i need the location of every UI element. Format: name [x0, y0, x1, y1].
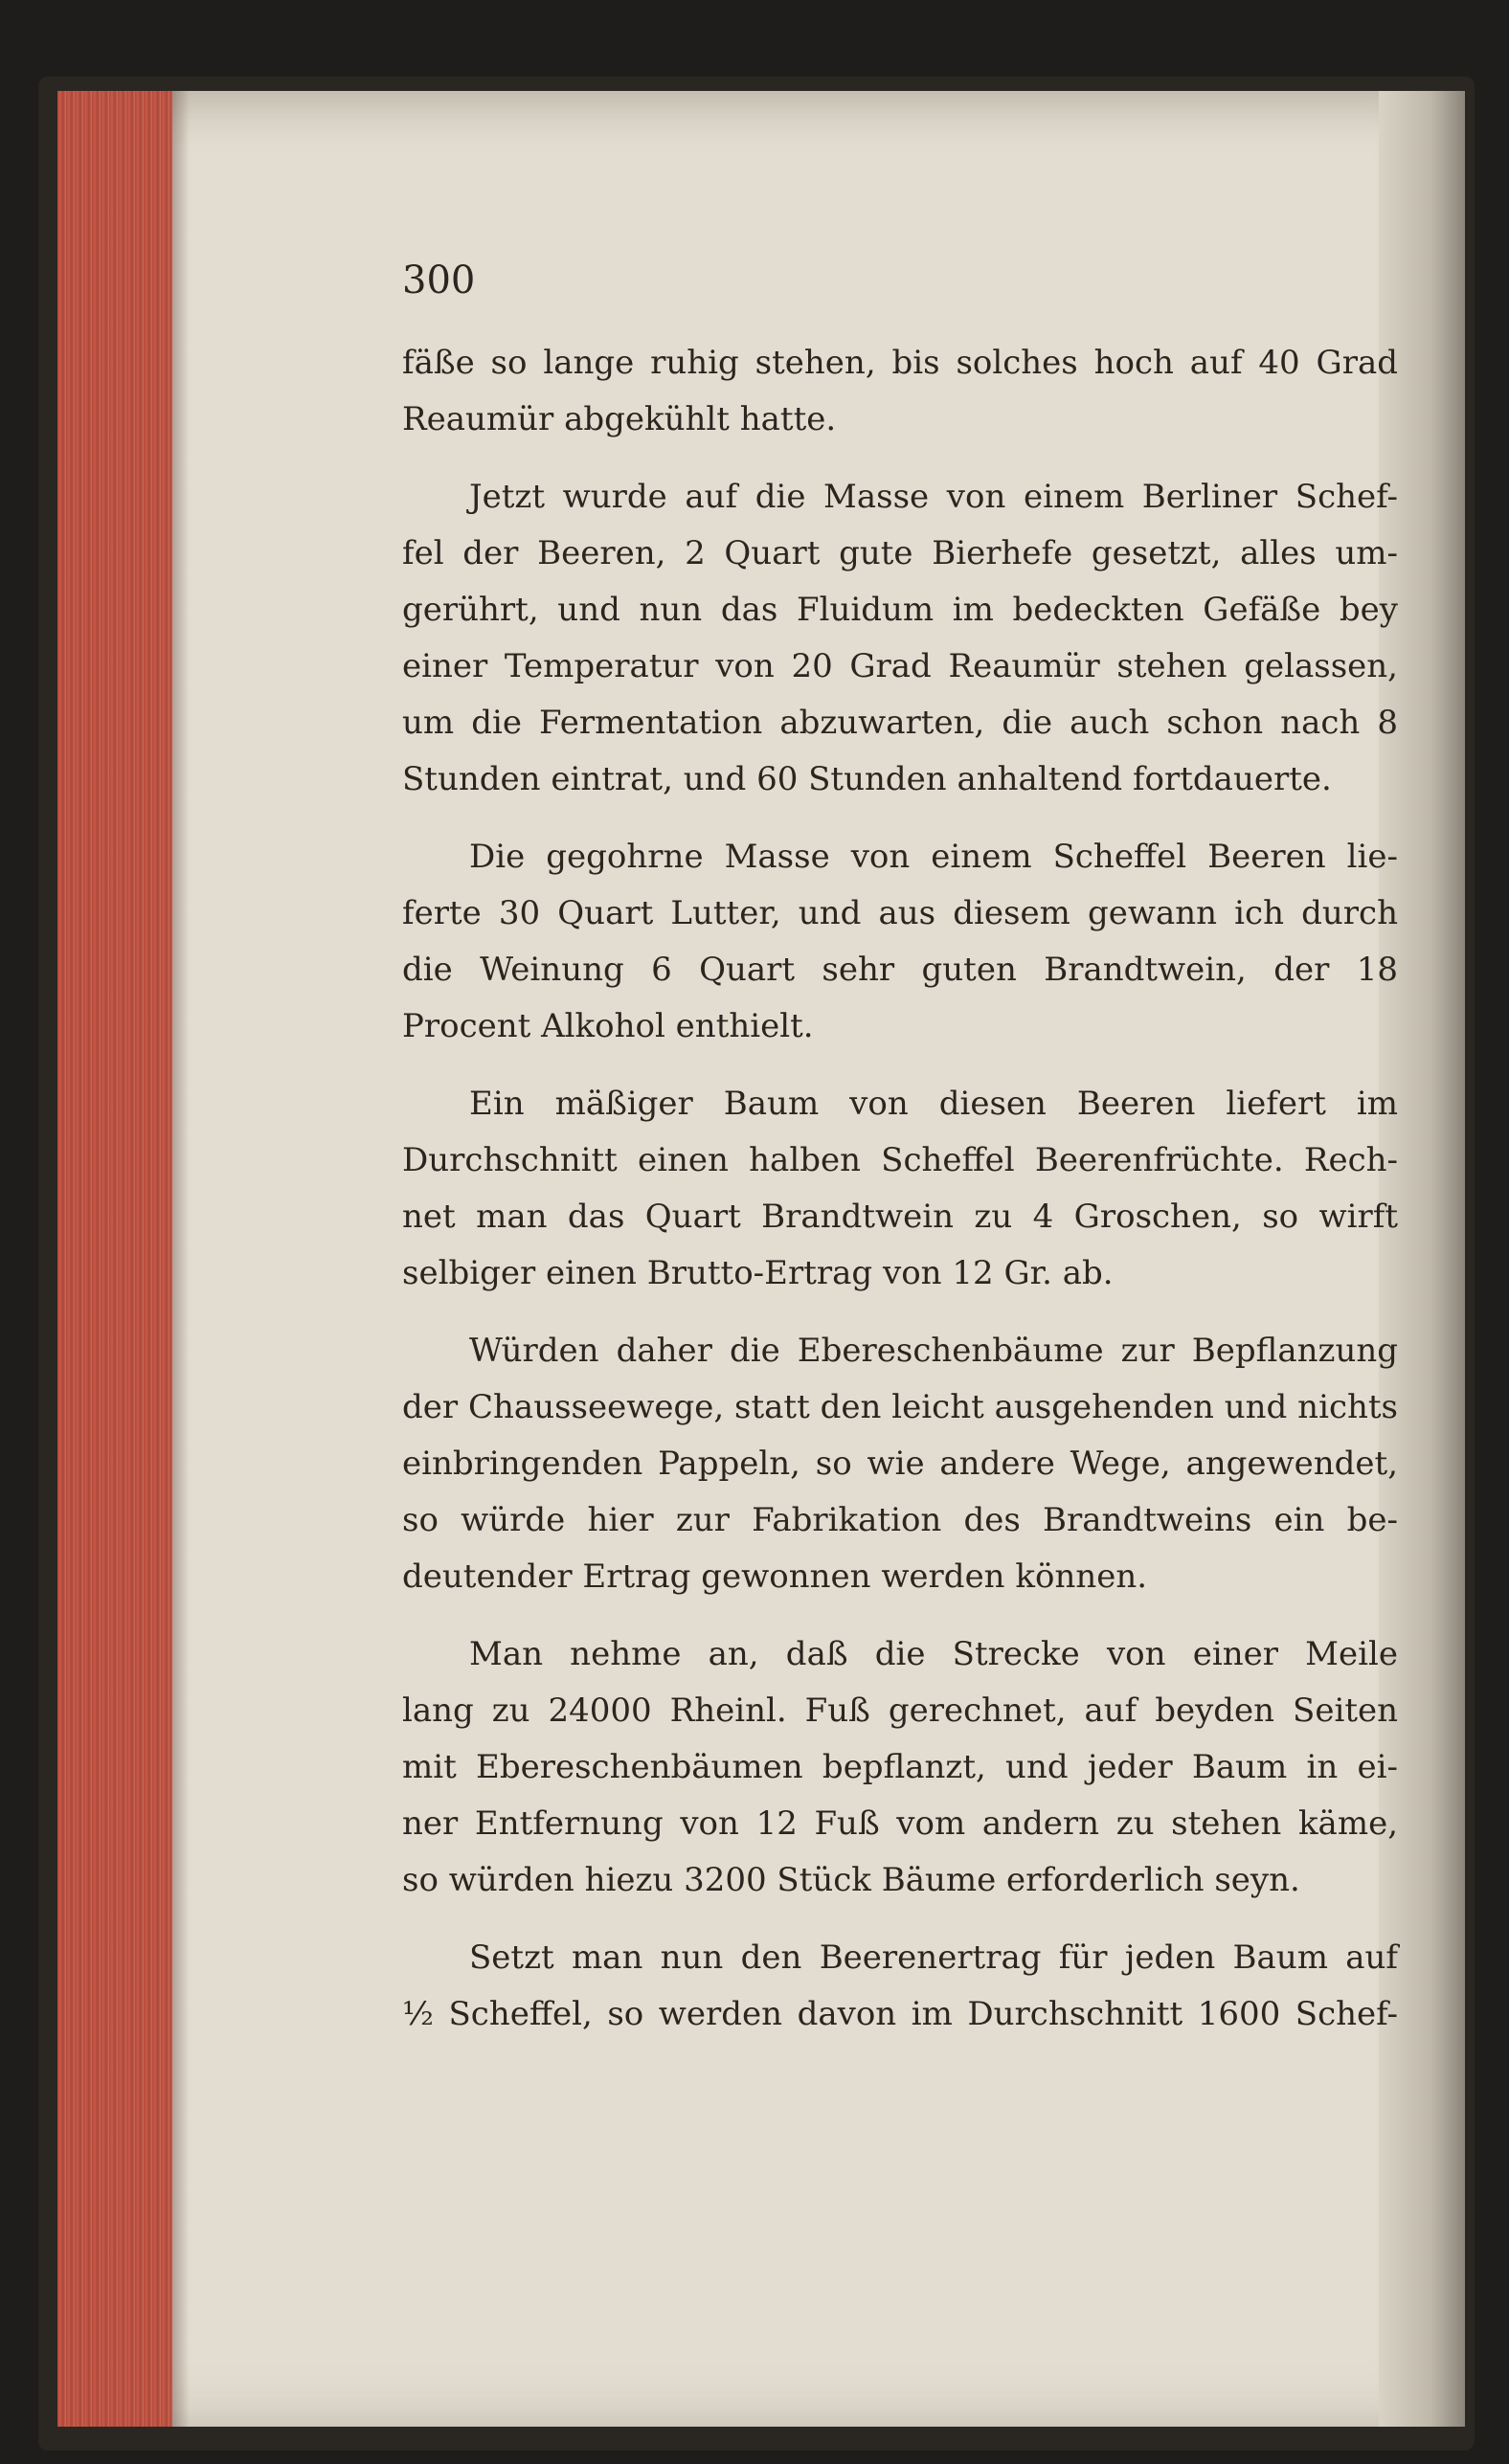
paragraph — [402, 469, 1398, 808]
text-line: Setzt man nun den Beerenertrag für jeden Baum auf — [469, 1938, 1398, 1977]
page-edges — [57, 91, 172, 2427]
paragraph — [402, 1930, 1398, 2043]
paragraph — [402, 335, 1398, 448]
text-line: ½ Scheffel, so werden davon im Durchschnitt 1600 Schef- — [402, 1995, 1398, 2033]
text-line: Ein mäßiger Baum von diesen Beeren liefert im — [469, 1085, 1398, 1123]
text-line: Die gegohrne Masse von einem Scheffel Beeren lie- — [469, 838, 1398, 876]
text-line: fäße so lange ruhig stehen, bis solches hoch auf 40 Grad — [402, 344, 1398, 382]
text-line: so würde hier zur Fabrikation des Brandtweins ein be- — [402, 1501, 1398, 1539]
text-line: um die Fermentation abzuwarten, die auch schon nach 8 — [402, 704, 1398, 742]
page-number: 300 — [402, 258, 476, 302]
text-line: fel der Beeren, 2 Quart gute Bierhefe gesetzt, alles um- — [402, 534, 1398, 572]
text-line: lang zu 24000 Rheinl. Fuß gerechnet, auf beyden Seiten — [402, 1691, 1398, 1730]
text-line: net man das Quart Brandtwein zu 4 Groschen, so wirft — [402, 1198, 1398, 1236]
text-line: selbiger einen Brutto-Ertrag von 12 Gr. ab. — [402, 1254, 1114, 1292]
paragraph — [402, 1323, 1398, 1605]
text-line: Würden daher die Ebereschenbäume zur Bepflanzung — [469, 1332, 1398, 1370]
text-line: Procent Alkohol enthielt. — [402, 1007, 814, 1045]
page-text — [402, 268, 1398, 2064]
text-line: ner Entfernung von 12 Fuß vom andern zu stehen käme, — [402, 1804, 1398, 1843]
text-line: mit Ebereschenbäumen bepflanzt, und jeder Baum in ei- — [402, 1748, 1398, 1786]
text-line: deutender Ertrag gewonnen werden können. — [402, 1557, 1148, 1596]
text-line: die Weinung 6 Quart sehr guten Brandtwein, der 18 — [402, 951, 1398, 989]
paragraph — [402, 829, 1398, 1055]
text-line: Man nehme an, daß die Strecke von einer Meile — [469, 1635, 1398, 1673]
text-line: Durchschnitt einen halben Scheffel Beerenfrüchte. Rech- — [402, 1141, 1398, 1179]
text-line: einer Temperatur von 20 Grad Reaumür stehen gelassen, — [402, 647, 1398, 685]
text-line: gerührt, und nun das Fluidum im bedeckten Gefäße bey — [402, 591, 1398, 629]
text-line: Reaumür abgekühlt hatte. — [402, 400, 837, 438]
text-line: einbringenden Pappeln, so wie andere Wege, angewendet, — [402, 1445, 1398, 1483]
text-line: Jetzt wurde auf die Masse von einem Berliner Schef- — [469, 478, 1398, 516]
text-line: ferte 30 Quart Lutter, und aus diesem gewann ich durch — [402, 894, 1398, 932]
paragraph — [402, 1626, 1398, 1909]
text-line: der Chausseewege, statt den leicht ausgehenden und nichts — [402, 1388, 1398, 1426]
paragraph — [402, 1076, 1398, 1302]
text-line: so würden hiezu 3200 Stück Bäume erforderlich seyn. — [402, 1861, 1300, 1899]
text-line: Stunden eintrat, und 60 Stunden anhaltend fortdauerte. — [402, 760, 1332, 798]
